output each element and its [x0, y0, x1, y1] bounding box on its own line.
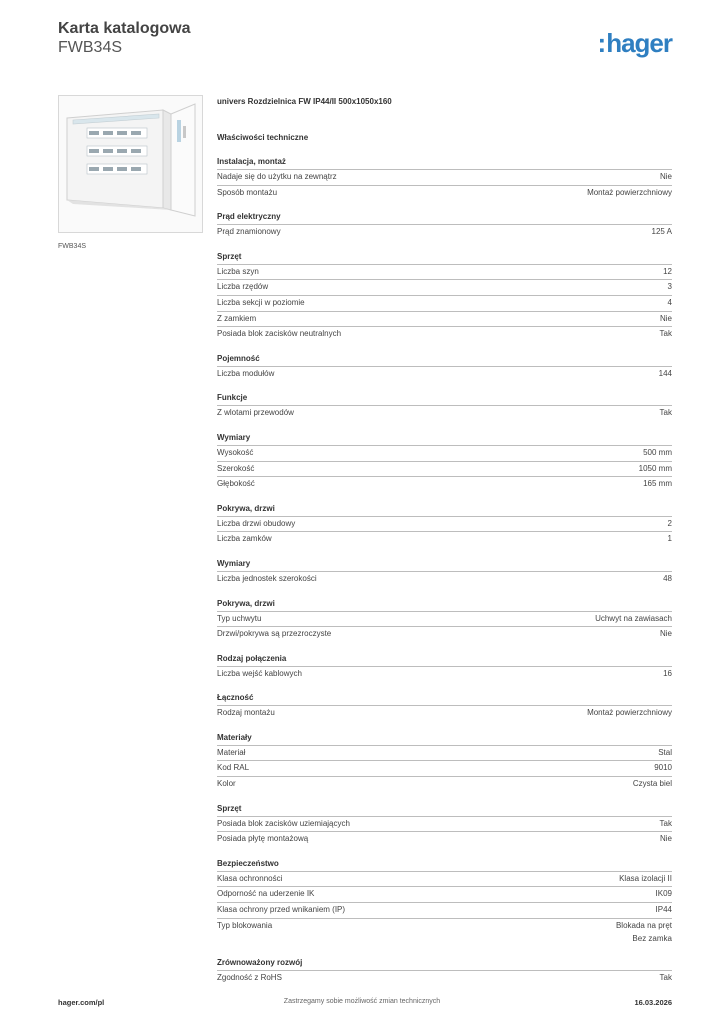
spec-row-value: 48 — [663, 573, 672, 583]
spec-group — [217, 597, 672, 642]
spec-row — [217, 902, 672, 918]
spec-row — [217, 705, 672, 721]
spec-content — [217, 95, 672, 985]
logo-text: hager — [606, 28, 672, 58]
spec-row-label: Liczba zamków — [217, 534, 272, 544]
spec-row-value: 12 — [663, 266, 672, 276]
spec-row-value: 125 A — [651, 227, 672, 237]
spec-row-value: 3 — [667, 282, 672, 292]
spec-group-title: Wymiary — [217, 558, 251, 568]
spec-row — [217, 531, 672, 547]
spec-row-label: Prąd znamionowy — [217, 227, 281, 237]
spec-group — [217, 155, 672, 200]
spec-row — [217, 169, 672, 185]
spec-row-value: Tak — [659, 408, 672, 418]
spec-row — [217, 871, 672, 887]
spec-row — [217, 970, 672, 986]
spec-group — [217, 431, 672, 492]
spec-row — [217, 666, 672, 682]
enclosure-illustration — [59, 96, 202, 232]
spec-row-label: Głębokość — [217, 479, 255, 489]
product-title: univers Rozdzielnica FW IP44/II 500x1050x160 — [217, 97, 392, 106]
spec-group-title: Instalacja, montaż — [217, 157, 286, 166]
spec-row-label: Klasa ochrony przed wnikaniem (IP) — [217, 905, 346, 915]
spec-row — [217, 264, 672, 280]
spec-group-title: Wymiary — [217, 432, 251, 442]
spec-row — [217, 405, 672, 421]
spec-row-label: Z zamkiem — [217, 313, 257, 323]
spec-row-value: Uchwyt na zawiasach — [595, 613, 672, 623]
spec-row-label: Klasa ochronności — [217, 873, 283, 883]
spec-row — [217, 366, 672, 382]
spec-row-label: Odporność na uderzenie IK — [217, 889, 315, 899]
product-image — [58, 95, 203, 233]
spec-group-title: Zrównoważony rozwój — [217, 957, 303, 967]
spec-row-value: 16 — [663, 668, 672, 678]
spec-row-value: 4 — [667, 297, 672, 307]
spec-row-value: Klasa izolacji II — [619, 873, 672, 883]
spec-group-title: Sprzęt — [217, 803, 242, 813]
spec-row — [217, 326, 672, 342]
spec-group — [217, 210, 672, 240]
spec-row-value: Nie — [659, 629, 672, 639]
spec-row-label: Drzwi/pokrywa są przezroczyste — [217, 629, 332, 639]
spec-row-label: Liczba modułów — [217, 368, 275, 378]
spec-row-label: Typ uchwytu — [217, 613, 262, 623]
footer-disclaimer: Zastrzegamy sobie możliwość zmian technicznych — [283, 998, 441, 1005]
spec-row-value: Tak — [659, 972, 672, 982]
spec-row-label: Liczba szyn — [217, 266, 259, 276]
spec-row-value: 500 mm — [643, 447, 672, 457]
spec-group — [217, 557, 672, 587]
spec-row-label: Posiada blok zacisków neutralnych — [217, 329, 342, 339]
spec-group — [217, 691, 672, 721]
spec-row-value: 165 mm — [643, 479, 672, 489]
spec-group-title: Pojemność — [217, 353, 260, 363]
spec-group-title: Łączność — [217, 693, 254, 703]
spec-row-label: Rodzaj montażu — [217, 708, 275, 718]
spec-row-value: Stal — [658, 747, 672, 757]
spec-row-label: Posiada płytę montażową — [217, 834, 309, 844]
spec-group — [217, 731, 672, 792]
spec-group-title: Sprzęt — [217, 251, 242, 261]
spec-group — [217, 857, 672, 946]
spec-row-label: Posiada blok zacisków uziemiających — [217, 818, 350, 828]
spec-row-value: IK09 — [655, 889, 672, 899]
spec-row-value: Czysta biel — [632, 779, 672, 789]
spec-row — [217, 611, 672, 627]
spec-row — [217, 918, 672, 946]
product-code-subtitle: FWB34S — [58, 39, 123, 56]
spec-row — [217, 626, 672, 642]
spec-row-value: 9010 — [654, 763, 672, 773]
spec-group — [217, 391, 672, 421]
spec-row-value: Tak — [659, 329, 672, 339]
spec-group-title: Materiały — [217, 732, 252, 742]
spec-row — [217, 816, 672, 832]
logo-colon-mark: : — [597, 28, 606, 58]
spec-row — [217, 571, 672, 587]
spec-row — [217, 295, 672, 311]
spec-row-value: Blokada na pręt Bez zamka — [615, 920, 672, 944]
spec-row-label: Kod RAL — [217, 763, 250, 773]
hager-logo — [598, 28, 672, 59]
spec-row — [217, 886, 672, 902]
spec-row — [217, 185, 672, 201]
spec-row-value: Tak — [659, 818, 672, 828]
spec-row-label: Liczba wejść kablowych — [217, 668, 302, 678]
spec-row-value: 1050 mm — [638, 463, 672, 473]
footer-date: 16.03.2026 — [634, 998, 672, 1007]
spec-row-label: Nadaje się do użytku na zewnątrz — [217, 172, 337, 181]
spec-row-value: Montaż powierzchniowy — [587, 187, 672, 197]
spec-row-label: Liczba rzędów — [217, 282, 269, 292]
spec-row-value: 2 — [667, 518, 672, 528]
spec-row — [217, 516, 672, 532]
spec-row — [217, 745, 672, 761]
page-title: Karta katalogowa — [58, 20, 191, 37]
spec-row-label: Liczba sekcji w poziomie — [217, 297, 305, 307]
spec-group-title: Rodzaj połączenia — [217, 653, 287, 663]
spec-row-label: Sposób montażu — [217, 187, 278, 197]
spec-row — [217, 760, 672, 776]
spec-row-value: IP44 — [655, 905, 672, 915]
spec-group-title: Bezpieczeństwo — [217, 858, 279, 868]
spec-row — [217, 831, 672, 847]
spec-row — [217, 476, 672, 492]
product-image-caption: FWB34S — [58, 243, 87, 250]
spec-row-label: Liczba drzwi obudowy — [217, 518, 296, 528]
spec-group — [217, 956, 672, 986]
footer-website: hager.com/pl — [58, 998, 105, 1007]
spec-row — [217, 311, 672, 327]
spec-row-label: Kolor — [217, 779, 236, 789]
spec-group — [217, 250, 672, 342]
spec-row-label: Z wlotami przewodów — [217, 408, 294, 418]
spec-row-value: Montaż powierzchniowy — [587, 708, 672, 718]
spec-row — [217, 224, 672, 240]
spec-row — [217, 461, 672, 477]
spec-row — [217, 776, 672, 792]
technical-properties-heading: Właściwości techniczne — [217, 133, 309, 142]
spec-row-value: 1 — [667, 534, 672, 544]
spec-row-label: Wysokość — [217, 447, 254, 457]
spec-row-value: Nie — [659, 172, 672, 181]
spec-group-title: Pokrywa, drzwi — [217, 598, 275, 608]
spec-row-value: 144 — [658, 368, 672, 378]
spec-group — [217, 802, 672, 847]
spec-row-label: Materiał — [217, 747, 246, 757]
spec-group — [217, 352, 672, 382]
spec-groups — [217, 155, 672, 985]
spec-group — [217, 652, 672, 682]
spec-group-title: Pokrywa, drzwi — [217, 503, 275, 513]
spec-row-label: Zgodność z RoHS — [217, 972, 282, 982]
spec-row-label: Typ blokowania — [217, 920, 273, 930]
spec-group-title: Prąd elektryczny — [217, 212, 281, 222]
spec-row — [217, 445, 672, 461]
spec-row-label: Liczba jednostek szerokości — [217, 573, 317, 583]
spec-row-value: Nie — [659, 834, 672, 844]
spec-row-label: Szerokość — [217, 463, 255, 473]
spec-row — [217, 279, 672, 295]
spec-row-value: Nie — [659, 313, 672, 323]
spec-group-title: Funkcje — [217, 393, 248, 403]
spec-group — [217, 502, 672, 547]
